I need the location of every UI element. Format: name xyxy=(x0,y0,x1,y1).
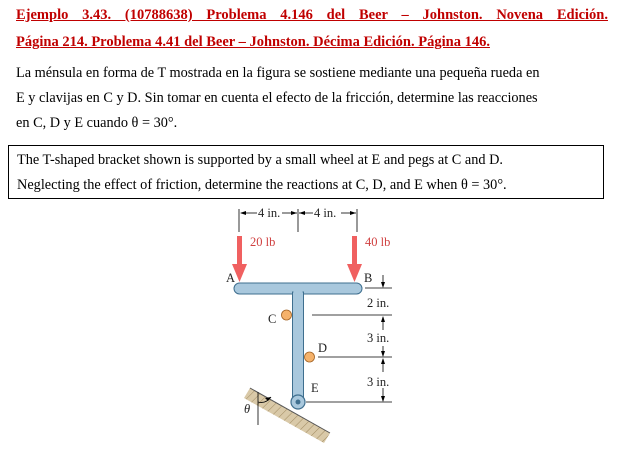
spanish-line3: en C, D y E cuando θ = 30°. xyxy=(16,115,178,131)
english-line2: Neglecting the effect of friction, determine the reactions at C, D, and E when θ = 30°. xyxy=(17,177,507,193)
point-a-label: A xyxy=(226,271,236,285)
wheel-axle xyxy=(296,400,301,405)
peg-d xyxy=(305,352,315,362)
point-c-label: C xyxy=(268,312,277,326)
spanish-line1: La ménsula en forma de T mostrada en la figura se sostiene mediante una pequeña rueda en xyxy=(16,65,540,81)
dim-label-right: 4 in. xyxy=(314,206,337,220)
peg-c xyxy=(282,310,292,320)
dim-3in-upper-label: 3 in. xyxy=(367,331,390,345)
dim-2in-label: 2 in. xyxy=(367,296,390,310)
point-d-label: D xyxy=(318,341,328,355)
theta-label: θ xyxy=(244,402,251,416)
force-arrow-right xyxy=(347,236,362,282)
top-dimension xyxy=(239,209,357,232)
dim-3in-lower-label: 3 in. xyxy=(367,375,390,389)
point-b-label: B xyxy=(364,271,373,285)
force-label-left: 20 lb xyxy=(250,235,276,249)
spanish-line2: E y clavijas en C y D. Sin tomar en cuenta el efecto de la fricción, determine las reacciones xyxy=(16,90,538,106)
problem-title-line1: Ejemplo 3.43. (10788638) Problema 4.146 del Beer – Johnston. Novena Edición. xyxy=(16,7,608,23)
dim-label-left: 4 in. xyxy=(258,206,281,220)
force-label-right: 40 lb xyxy=(365,235,391,249)
english-line1: The T-shaped bracket shown is supported by a small wheel at E and pegs at C and D. xyxy=(17,152,503,168)
t-bracket xyxy=(234,283,362,402)
problem-title-line2: Página 214. Problema 4.41 del Beer – Johnston. Décima Edición. Página 146. xyxy=(16,34,490,50)
inclined-surface xyxy=(244,388,330,443)
point-e-label: E xyxy=(311,381,319,395)
